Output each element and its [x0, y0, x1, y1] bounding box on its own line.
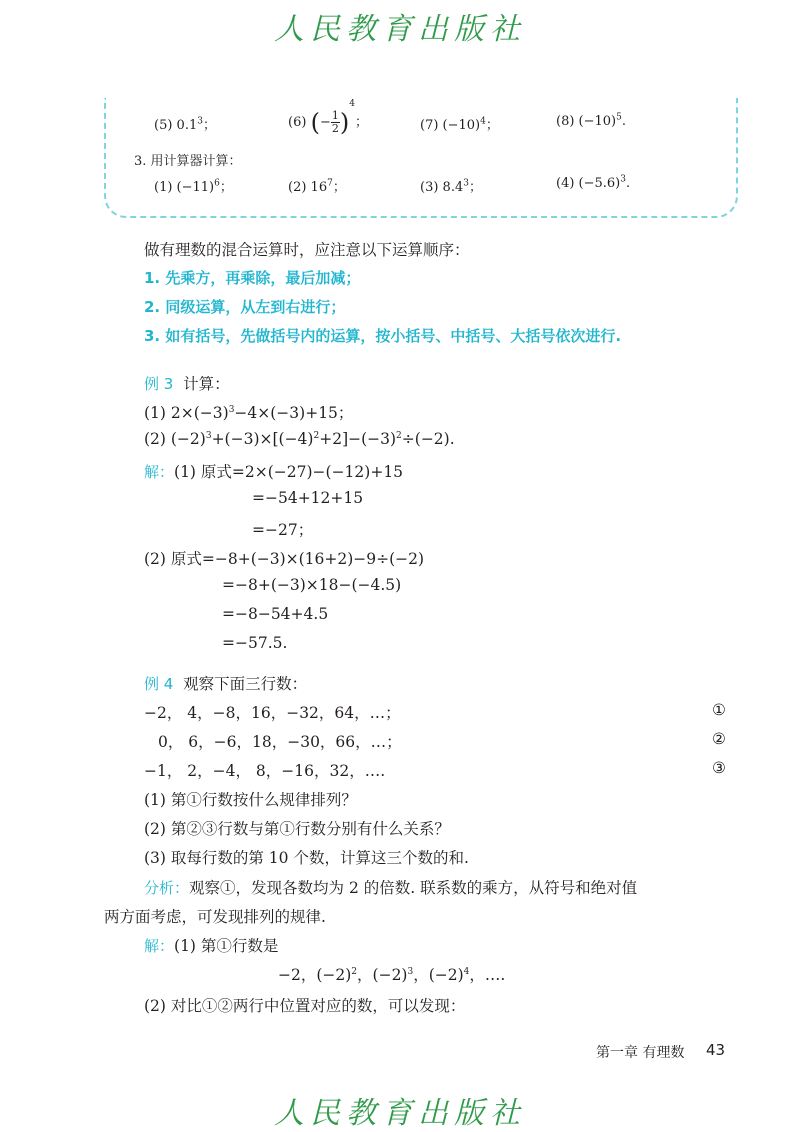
analysis-line-2: 两方面考虑，可发现排列的规律.	[104, 908, 326, 926]
example-3-solution-2-line-1: (2) 原式=−8+(−3)×(16+2)−9÷(−2)	[144, 550, 425, 568]
example-3-solution-2-line-2: =−8+(−3)×18−(−4.5)	[222, 576, 402, 594]
sequence-row-2: 0， 6，−6，18，−30，66，…；	[158, 733, 402, 751]
example-4-question-3: (3) 取每行数的第 10 个数，计算这三个数的和.	[144, 849, 469, 867]
example-3-solution-1-line-3: =−27；	[252, 521, 314, 539]
analysis-line-1: 分析：观察①，发现各数均为 2 的倍数. 联系数的乘方，从符号和绝对值	[144, 879, 638, 897]
chapter-footer: 第一章 有理数	[596, 1045, 685, 1061]
sequence-row-1: −2， 4，−8，16，−32，64，…；	[144, 704, 401, 722]
exercise-8: (8) $(-10)^5$.	[556, 112, 626, 129]
rule-1: 1. 先乘方，再乘除，最后加减；	[144, 269, 361, 287]
exercise-5: (5) $0.1^3$；	[154, 116, 216, 133]
sequence-row-3: −1， 2，−4， 8，−16，32，….	[144, 762, 386, 780]
example-3-solution-2-line-3: =−8−54+4.5	[222, 605, 329, 623]
calc-4: (4) $(-5.6)^3$.	[556, 174, 631, 191]
rules-intro: 做有理数的混合运算时，应注意以下运算顺序：	[144, 241, 470, 259]
example-4-question-2: (2) 第②③行数与第①行数分别有什么关系？	[144, 820, 450, 838]
exercise-7: (7) $(-10)^4$；	[420, 116, 499, 133]
example-3-solution-1-line-2: =−54+12+15	[252, 489, 364, 507]
calc-2: (2) $16^7$；	[288, 178, 346, 195]
example-3-heading: 例 3 计算：	[144, 375, 230, 393]
exercise-6: (6) (− $\frac{1}{2}$ )$^4$；	[288, 99, 368, 137]
rule-3: 3. 如有括号，先做括号内的运算，按小括号、中括号、大括号依次进行.	[144, 327, 622, 345]
example-4-solution-2: (2) 对比①②两行中位置对应的数，可以发现：	[144, 997, 466, 1015]
row-3-marker: ③	[712, 759, 726, 777]
exercise-3-title: 3. 用计算器计算：	[134, 154, 242, 169]
example-4-heading: 例 4 观察下面三行数：	[144, 675, 308, 693]
publisher-watermark-bottom: 人民教育出版社	[274, 1096, 526, 1131]
row-2-marker: ②	[712, 730, 726, 748]
example-4-solution-1: 解：(1) 第①行数是	[144, 937, 279, 955]
page-number: 43	[706, 1041, 726, 1059]
row-1-marker: ①	[712, 701, 726, 719]
publisher-watermark-top: 人民教育出版社	[274, 12, 526, 47]
example-3-solution-1-line-1: 解：(1) 原式=2×(−27)−(−12)+15	[144, 463, 404, 481]
example-4-question-1: (1) 第①行数按什么规律排列？	[144, 791, 357, 809]
example-3-problem-1: (1) $2\times(-3)^3-4\times(-3)+15$；	[144, 404, 354, 422]
example-3-solution-2-line-4: =−57.5.	[222, 634, 288, 652]
calc-3: (3) $8.4^3$；	[420, 178, 482, 195]
example-3-problem-2: (2) $(-2)^3+(-3)\times[(-4)^2+2]-(-3)^2\div(-2)$.	[144, 430, 455, 448]
calc-1: (1) $(-11)^6$；	[154, 178, 233, 195]
rule-2: 2. 同级运算，从左到右进行；	[144, 298, 346, 316]
power-sequence: −2，$(-2)^2$，$(-2)^3$，$(-2)^4$，….	[278, 966, 506, 984]
